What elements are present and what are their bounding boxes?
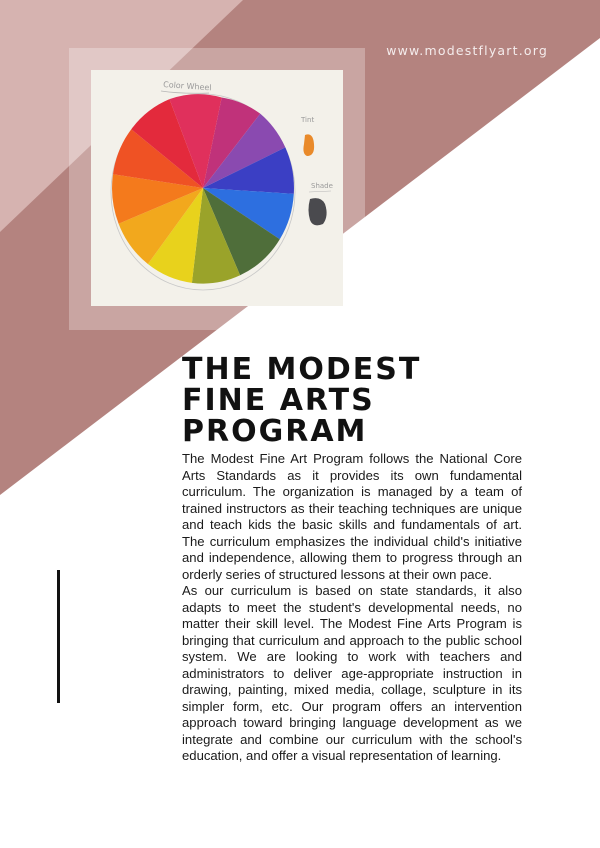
photo-label-heading: Color Wheel: [162, 80, 212, 93]
title-line-1: THE MODEST: [182, 352, 422, 387]
photo-frame: [69, 48, 365, 330]
website-url[interactable]: www.modestflyart.org: [386, 43, 548, 58]
title-line-3: PROGRAM: [182, 414, 368, 449]
shade-swatch: [309, 198, 327, 225]
tint-swatch: [303, 134, 314, 156]
color-wheel-illustration: [91, 70, 343, 306]
photo-label-tint: Tint: [301, 116, 315, 124]
photo-label-shade: Shade: [311, 182, 333, 190]
title-line-2: FINE ARTS: [182, 383, 375, 418]
color-wheel-photo: [91, 70, 343, 306]
color-wheel-wedges: [112, 94, 294, 283]
page-title: [182, 354, 421, 447]
paragraph-1: The Modest Fine Art Program follows the National Core Arts Standards as it provides its own fundamental curriculum. The organization is managed by a team of trained instructors as their teaching techniques are unique and teach kids the basic skills and fundamentals of art. The curriculum emphasizes the individual child's initiative and independence, allowing them to progress through an orderly series of structured lessons at their own pace.: [182, 451, 522, 582]
shade-underline: [309, 191, 331, 192]
paragraph-2: As our curriculum is based on state standards, it also adapts to meet the student's developmental needs, no matter their skill level. The Modest Fine Arts Program is bringing that curriculum and approach to the public school system. We are looking to work with teachers and administrators to deliver age-appropriate instruction in drawing, painting, mixed media, collage, sculpture in its simpler form, etc. Our program offers an intervention approach toward bringing language development as we integrate and combine our curriculum with the school's education, and offer a visual representation of learning.: [182, 583, 522, 763]
vertical-accent-bar: [57, 570, 60, 703]
body-text: [182, 451, 522, 765]
